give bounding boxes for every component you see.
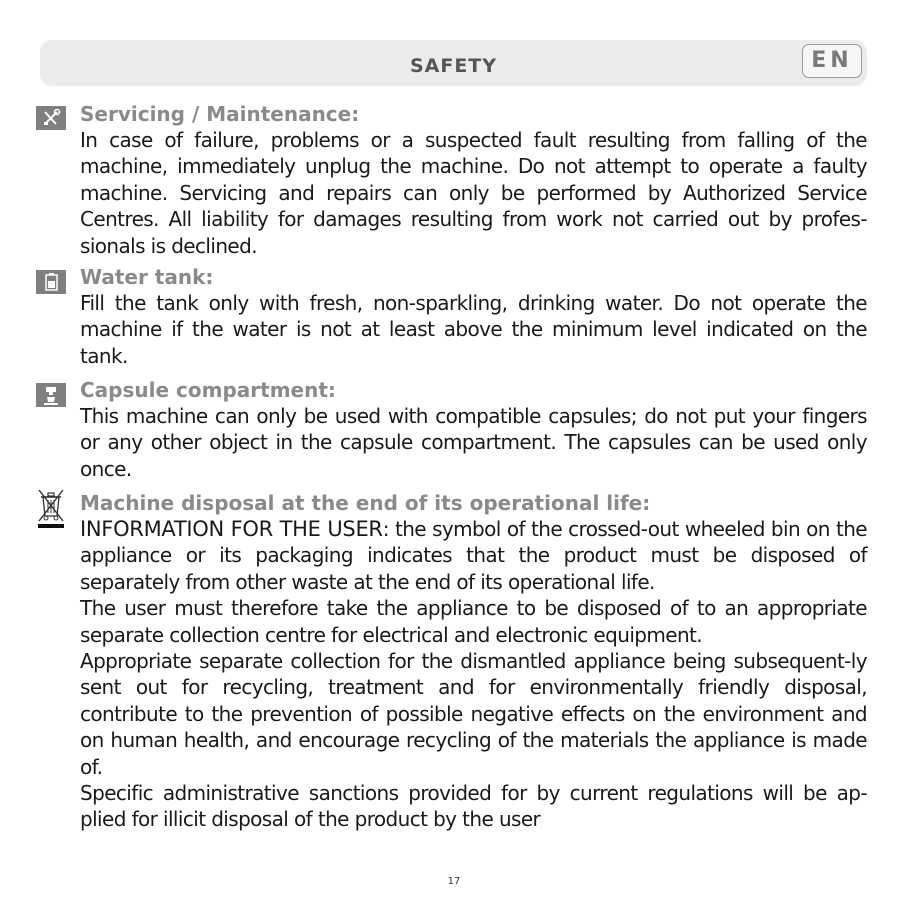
page-number: 17 [447, 876, 461, 887]
section-servicing [80, 101, 867, 259]
water-tank-icon [36, 270, 66, 298]
section-water-tank [80, 264, 867, 369]
section-text: In case of failure, problems or a suspected fault resulting from falling of the machine, immediately unplug the machine. Do not attempt to operate a faulty machine. Servicing and repairs can only be performed by Authorized Service Centres. All liability for damages resulting from work not carried out by profes-sionals is declined. [80, 128, 867, 258]
section-text: Fill the tank only with fresh, non-sparkling, drinking water. Do not operate the machine if the water is not at least above the minimum level indicated on the tank. [80, 291, 867, 368]
section-title: Capsule compartment: [80, 378, 336, 402]
section-text [80, 516, 867, 595]
tools-icon [36, 106, 66, 134]
section-title: Water tank: [80, 265, 214, 289]
capsule-compartment-icon [36, 383, 66, 411]
section-paragraph: Appropriate separate collection for the dismantled appliance being subsequent-ly sent out for recycling, treatment and for environmentally friendly disposal, contribute to the prevention of possible negative effects on the environment and on human health, and encourage recycling of the materials the appliance is made of. [80, 649, 867, 779]
info-for-user-text: : the symbol of the crossed-out wheeled bin on the appliance or its packaging indicates that the product must be disposed of separately from other waste at the end of its operational life. [80, 517, 867, 594]
section-paragraph: Specific administrative sanctions provided for by current regulations will be ap-plied for illicit disposal of the product by the user [80, 781, 867, 832]
section-capsule-compartment [80, 377, 867, 482]
page-title: SAFETY [409, 55, 498, 77]
section-disposal [80, 490, 867, 833]
section-title: Servicing / Maintenance: [80, 102, 360, 126]
section-paragraph: The user must therefore take the appliance to be disposed of to an appropriate separate collection centre for electrical and electronic equipment. [80, 596, 867, 647]
language-badge: EN [802, 44, 862, 78]
section-text: This machine can only be used with compatible capsules; do not put your fingers or any other object in the capsule compartment. The capsules can be used only once. [80, 404, 867, 481]
section-title: Machine disposal at the end of its operational life: [80, 491, 651, 515]
page-header [40, 40, 867, 86]
info-for-user-label: INFORMATION FOR THE USER [80, 517, 383, 541]
crossed-out-bin-icon [36, 488, 66, 536]
